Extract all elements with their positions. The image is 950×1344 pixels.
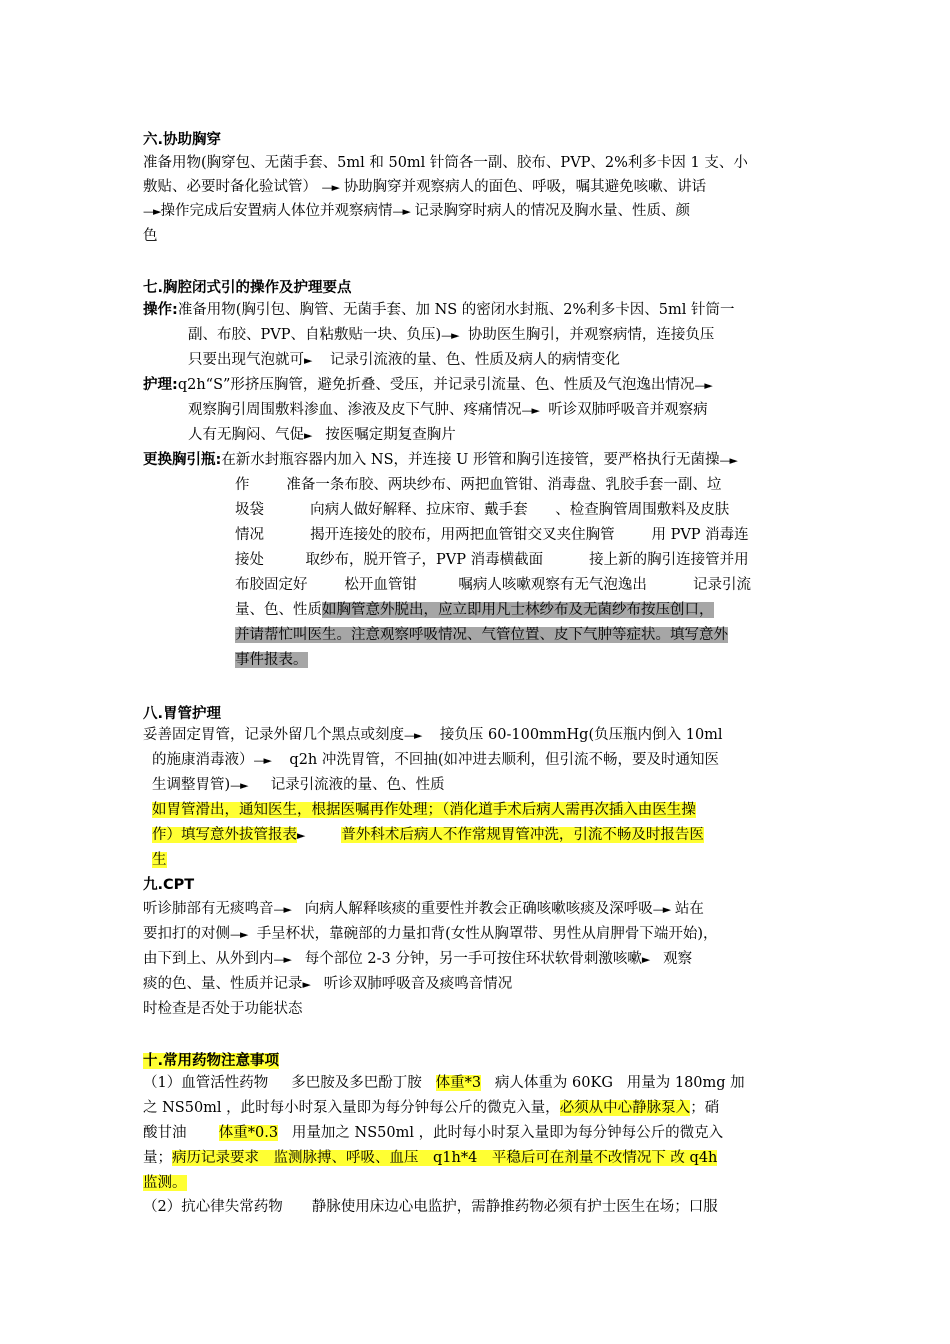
s7-note-line-3: 事件报表。 (235, 652, 308, 668)
arrow-icon: —► (230, 779, 248, 792)
arrow-icon: —► (392, 205, 410, 218)
highlighted-note: 如胸管意外脱出，应立即用凡士林纱布及无菌纱布按压创口， (322, 602, 714, 618)
s9-line-5: 时检查是否处于功能状态 (143, 1001, 303, 1017)
arrow-icon: ► (641, 953, 650, 966)
s8-highlight-line-3: 生 (152, 852, 167, 868)
s7-change-line-2: 作 准备一条布胶、两块纱布、两把血管钳、消毒盘、乳胶手套一副、垃 (235, 477, 722, 493)
s9-line-1: 听诊肺部有无痰鸣音—► 向病人解释咳痰的重要性并教会正确咳嗽咳痰及深呼吸—► 站在 (143, 901, 704, 917)
arrow-icon: —► (652, 903, 671, 916)
s9-line-4: 痰的色、量、性质并记录► 听诊双肺呼吸音及痰鸣音情况 (143, 976, 513, 992)
s7-op-line-1: 操作:准备用物(胸引包、胸管、无菌手套、加 NS 的密闭水封瓶、2%利多卡因、5ml 针筒一 (143, 302, 735, 318)
arrow-icon: —► (404, 729, 422, 742)
s7-care-line-3: 人有无胸闷、气促► 按医嘱定期复查胸片 (188, 427, 456, 443)
s6-line-4: 色 (143, 228, 158, 244)
arrow-icon: —► (253, 754, 271, 767)
section-6-heading: 六.协助胸穿 (143, 132, 222, 148)
arrow-icon: —► (273, 953, 291, 966)
arrow-icon: —► (694, 379, 712, 392)
s8-highlight-line-1: 如胃管滑出，通知医生，根据医嘱再作处理；（消化道手术后病人需再次插入由医生操 (152, 802, 696, 818)
arrow-icon: —► (521, 404, 539, 417)
arrow-icon: —► (230, 928, 248, 941)
s10-line-4: 量；病历记录要求 监测脉搏、呼吸、血压 q1h*4 平稳后可在剂量不改情况下 改 q4h (143, 1150, 718, 1166)
arrow-icon: —► (273, 903, 291, 916)
section-8-heading: 八.胃管护理 (143, 706, 222, 722)
s7-care-line-2: 观察胸引周围敷料渗血、渗液及皮下气肿、疼痛情况—► 听诊双肺呼吸音并观察病 (188, 402, 708, 418)
s7-change-line-1: 更换胸引瓶:在新水封瓶容器内加入 NS，并连接 U 形管和胸引连接管，要严格执行无菌操—► (143, 452, 737, 468)
section-7-heading: 七.胸腔闭式引的操作及护理要点 (143, 280, 352, 296)
s7-op-line-2: 副、布胶、PVP、自粘敷贴一块、负压)—► 协助医生胸引，并观察病情，连接负压 (188, 327, 715, 343)
s7-change-line-4: 情况 揭开连接处的胶布，用两把血管钳交叉夹住胸管 用 PVP 消毒连 (235, 527, 749, 543)
s7-op-line-3: 只要出现气泡就可► 记录引流液的量、色、性质及病人的病情变化 (188, 352, 620, 368)
s6-line-2: 敷贴、必要时备化验试管） —► 协助胸穿并观察病人的面色、呼吸，嘱其避免咳嗽、讲话 (143, 179, 707, 195)
s10-line-5: 监测。 (143, 1175, 187, 1191)
arrow-icon: ► (297, 829, 305, 842)
arrow-icon: ► (304, 354, 312, 367)
s8-line-3: 生调整胃管)—► 记录引流液的量、色、性质 (152, 777, 445, 793)
arrow-icon: —► (441, 329, 459, 342)
arrow-icon: ► (302, 978, 310, 991)
s9-line-3: 由下到上、从外到内—► 每个部位 2-3 分钟，另一手可按住环状软骨刺激咳嗽► 观察 (143, 951, 693, 967)
s7-change-line-3: 圾袋 向病人做好解释、拉床帘、戴手套 、检查胸管周围敷料及皮肤 (235, 502, 730, 518)
s7-change-line-7: 量、色、性质如胸管意外脱出，应立即用凡士林纱布及无菌纱布按压创口， (235, 602, 714, 618)
s7-note-line-2: 并请帮忙叫医生。注意观察呼吸情况、气管位置、皮下气肿等症状。填写意外 (235, 627, 728, 643)
arrow-icon: —► (143, 205, 161, 218)
s7-change-line-5: 接处 取纱布，脱开管子，PVP 消毒横截面 接上新的胸引连接管并用 (235, 552, 749, 568)
s6-line-1: 准备用物(胸穿包、无菌手套、5ml 和 50ml 针筒各一副、胶布、PVP、2%利多卡因 1 支、小 (143, 155, 748, 171)
s8-line-2: 的施康消毒液）—► q2h 冲洗胃管，不回抽(如冲进去顺利，但引流不畅，要及时通知医 (152, 752, 720, 768)
s10-line-1: （1）血管活性药物 多巴胺及多巴酚丁胺 体重*3 病人体重为 60KG 用量为 180mg 加 (143, 1075, 745, 1091)
s8-highlight-line-2: 作）填写意外拔管报表► 普外科术后病人不作常规胃管冲洗，引流不畅及时报告医 (152, 827, 704, 843)
s7-care-line-1: 护理:q2h“S”形挤压胸管，避免折叠、受压，并记录引流量、色、性质及气泡逸出情况—► (143, 377, 712, 393)
s10-line-2: 之 NS50ml ，此时每小时泵入量即为每分钟每公斤的微克入量，必须从中心静脉泵入；硝 (143, 1100, 720, 1116)
s9-line-2: 要扣打的对侧—► 手呈杯状，靠碗部的力量扣背(女性从胸罩带、男性从肩胛骨下端开始)， (143, 926, 718, 942)
arrow-icon: —► (719, 454, 737, 467)
arrow-icon: —► (321, 181, 340, 194)
s8-line-1: 妥善固定胃管，记录外留几个黑点或刻度—► 接负压 60-100mmHg(负压瓶内倒入 10ml (143, 727, 723, 743)
section-10-heading: 十.常用药物注意事项 (143, 1053, 280, 1069)
s6-line-3: —►操作完成后安置病人体位并观察病情—► 记录胸穿时病人的情况及胸水量、性质、颜 (143, 203, 691, 219)
s7-change-line-6: 布胶固定好 松开血管钳 嘱病人咳嗽观察有无气泡逸出 记录引流 (235, 577, 751, 593)
section-9-heading: 九.CPT (143, 877, 195, 893)
s10-line-6: （2）抗心律失常药物 静脉使用床边心电监护，需静推药物必须有护士医生在场；口服 (143, 1199, 718, 1215)
s10-line-3: 酸甘油 体重*0.3 用量加之 NS50ml ，此时每小时泵入量即为每分钟每公斤的微克入 (143, 1125, 724, 1141)
arrow-icon: ► (304, 429, 312, 442)
